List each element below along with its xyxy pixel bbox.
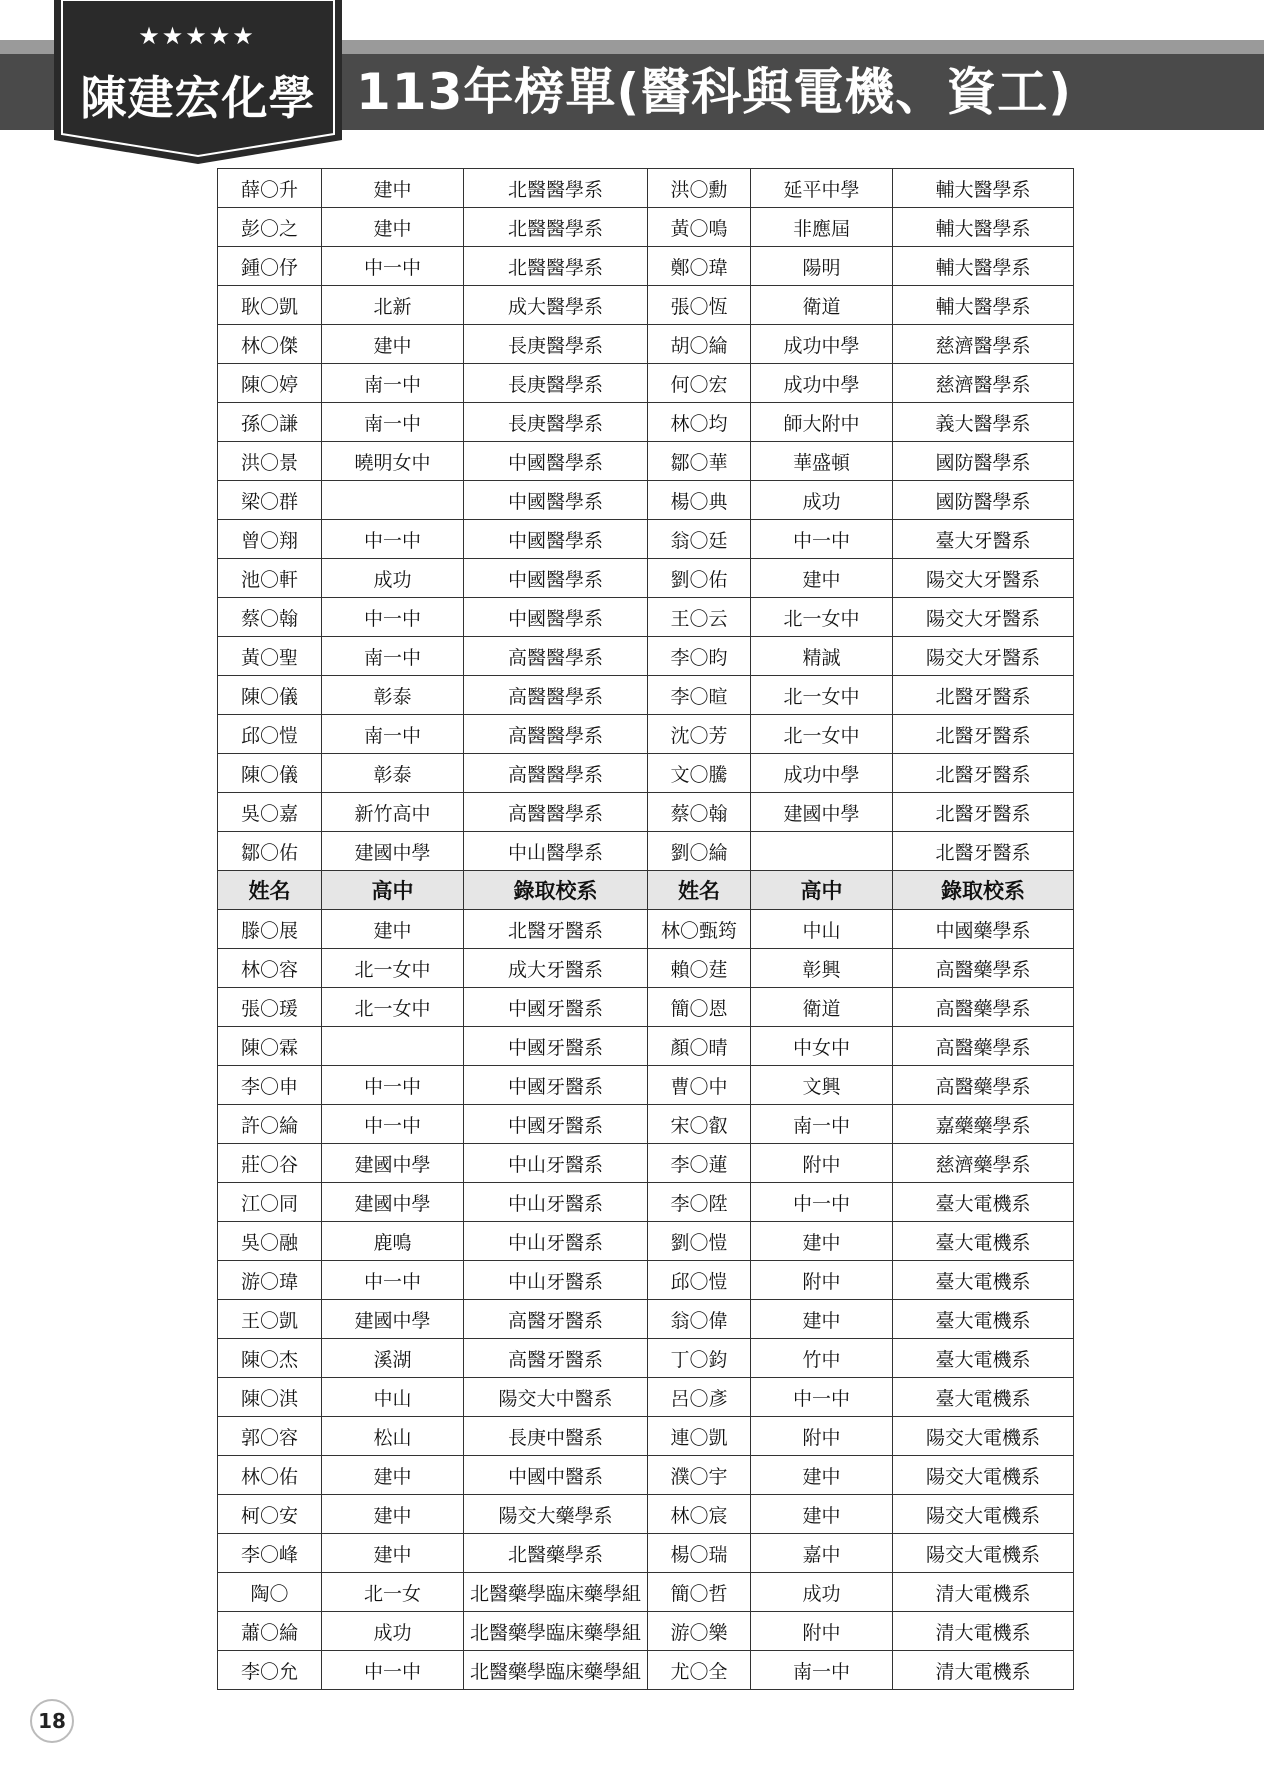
high-school	[322, 481, 464, 520]
admitted-dept: 清大電機系	[893, 1651, 1074, 1690]
student-name: 王〇云	[648, 598, 751, 637]
student-name: 林〇宸	[648, 1495, 751, 1534]
student-name: 陳〇霖	[218, 1027, 322, 1066]
high-school: 附中	[751, 1417, 893, 1456]
admitted-dept: 陽交大電機系	[893, 1495, 1074, 1534]
high-school: 中一中	[322, 247, 464, 286]
student-name: 林〇甄筠	[648, 910, 751, 949]
high-school: 建中	[751, 1300, 893, 1339]
student-name: 連〇凱	[648, 1417, 751, 1456]
admitted-dept: 慈濟醫學系	[893, 364, 1074, 403]
admitted-dept: 北醫醫學系	[464, 247, 648, 286]
admitted-dept: 陽交大中醫系	[464, 1378, 648, 1417]
student-name: 李〇蓮	[648, 1144, 751, 1183]
table-row	[218, 442, 1074, 481]
student-name: 陳〇儀	[218, 676, 322, 715]
student-name: 陳〇杰	[218, 1339, 322, 1378]
student-name: 洪〇勳	[648, 169, 751, 208]
student-name: 陳〇儀	[218, 754, 322, 793]
table-row	[218, 637, 1074, 676]
student-name: 江〇同	[218, 1183, 322, 1222]
student-name: 邱〇愷	[218, 715, 322, 754]
student-name: 池〇軒	[218, 559, 322, 598]
student-name: 蔡〇翰	[218, 598, 322, 637]
admitted-dept: 中國醫學系	[464, 598, 648, 637]
high-school: 文興	[751, 1066, 893, 1105]
admitted-dept: 北醫牙醫系	[464, 910, 648, 949]
admitted-dept: 國防醫學系	[893, 442, 1074, 481]
column-header: 錄取校系	[893, 871, 1074, 910]
admitted-dept: 輔大醫學系	[893, 286, 1074, 325]
high-school: 附中	[751, 1261, 893, 1300]
table-row	[218, 520, 1074, 559]
student-name: 鄒〇華	[648, 442, 751, 481]
student-name: 曾〇翔	[218, 520, 322, 559]
student-name: 游〇瑋	[218, 1261, 322, 1300]
high-school: 中一中	[322, 1261, 464, 1300]
admitted-dept: 義大醫學系	[893, 403, 1074, 442]
student-name: 吳〇融	[218, 1222, 322, 1261]
admitted-dept: 高醫醫學系	[464, 637, 648, 676]
admitted-dept: 中山牙醫系	[464, 1183, 648, 1222]
admitted-dept: 中國牙醫系	[464, 1105, 648, 1144]
table-row	[218, 598, 1074, 637]
admitted-dept: 嘉藥藥學系	[893, 1105, 1074, 1144]
high-school: 中一中	[322, 1651, 464, 1690]
high-school: 建中	[322, 910, 464, 949]
high-school: 北新	[322, 286, 464, 325]
admitted-dept: 中國醫學系	[464, 481, 648, 520]
badge-stars: ★★★★★	[138, 22, 256, 50]
page-title: 113年榜單(醫科與電機、資工)	[356, 63, 1073, 121]
admitted-dept: 高醫醫學系	[464, 754, 648, 793]
table-row	[218, 715, 1074, 754]
admitted-dept: 北醫藥學臨床藥學組	[464, 1573, 648, 1612]
student-name: 楊〇瑞	[648, 1534, 751, 1573]
high-school: 建國中學	[322, 1300, 464, 1339]
admitted-dept: 慈濟醫學系	[893, 325, 1074, 364]
student-name: 尤〇全	[648, 1651, 751, 1690]
table-row	[218, 1066, 1074, 1105]
column-header: 高中	[322, 871, 464, 910]
high-school: 建中	[751, 1456, 893, 1495]
high-school: 建國中學	[322, 1144, 464, 1183]
high-school: 成功	[322, 559, 464, 598]
high-school: 南一中	[751, 1651, 893, 1690]
student-name: 鍾〇伃	[218, 247, 322, 286]
admitted-dept: 陽交大電機系	[893, 1456, 1074, 1495]
student-name: 許〇綸	[218, 1105, 322, 1144]
student-name: 莊〇谷	[218, 1144, 322, 1183]
table-row	[218, 286, 1074, 325]
table-row	[218, 364, 1074, 403]
column-header: 高中	[751, 871, 893, 910]
student-name: 顏〇晴	[648, 1027, 751, 1066]
admitted-dept: 輔大醫學系	[893, 247, 1074, 286]
high-school: 新竹高中	[322, 793, 464, 832]
student-name: 宋〇叡	[648, 1105, 751, 1144]
high-school	[751, 832, 893, 871]
results-table-body	[218, 169, 1074, 1690]
high-school: 中女中	[751, 1027, 893, 1066]
high-school: 建中	[322, 1456, 464, 1495]
student-name: 黃〇鳴	[648, 208, 751, 247]
high-school: 中一中	[322, 598, 464, 637]
admitted-dept: 高醫牙醫系	[464, 1339, 648, 1378]
student-name: 翁〇偉	[648, 1300, 751, 1339]
high-school: 建中	[322, 1534, 464, 1573]
table-row	[218, 949, 1074, 988]
admitted-dept: 中國中醫系	[464, 1456, 648, 1495]
high-school: 衛道	[751, 988, 893, 1027]
admitted-dept: 高醫藥學系	[893, 949, 1074, 988]
student-name: 林〇傑	[218, 325, 322, 364]
student-name: 張〇恆	[648, 286, 751, 325]
table-row	[218, 1144, 1074, 1183]
column-header: 錄取校系	[464, 871, 648, 910]
high-school: 建國中學	[322, 832, 464, 871]
high-school: 成功中學	[751, 364, 893, 403]
student-name: 張〇瑗	[218, 988, 322, 1027]
high-school: 華盛頓	[751, 442, 893, 481]
admitted-dept: 北醫藥學臨床藥學組	[464, 1651, 648, 1690]
admitted-dept: 長庚醫學系	[464, 403, 648, 442]
admitted-dept: 國防醫學系	[893, 481, 1074, 520]
high-school: 建中	[751, 1495, 893, 1534]
table-row	[218, 1417, 1074, 1456]
high-school: 北一女中	[751, 598, 893, 637]
student-name: 文〇騰	[648, 754, 751, 793]
student-name: 翁〇廷	[648, 520, 751, 559]
high-school: 南一中	[751, 1105, 893, 1144]
admitted-dept: 中山牙醫系	[464, 1222, 648, 1261]
high-school: 南一中	[322, 403, 464, 442]
high-school: 成功	[322, 1612, 464, 1651]
admitted-dept: 中國牙醫系	[464, 988, 648, 1027]
admitted-dept: 高醫藥學系	[893, 1066, 1074, 1105]
column-header: 姓名	[218, 871, 322, 910]
high-school: 附中	[751, 1144, 893, 1183]
table-row	[218, 1456, 1074, 1495]
admitted-dept: 長庚醫學系	[464, 325, 648, 364]
high-school: 彰興	[751, 949, 893, 988]
admitted-dept: 中國醫學系	[464, 442, 648, 481]
admitted-dept: 北醫藥學臨床藥學組	[464, 1612, 648, 1651]
high-school: 曉明女中	[322, 442, 464, 481]
high-school: 建中	[751, 559, 893, 598]
student-name: 陳〇淇	[218, 1378, 322, 1417]
table-row	[218, 754, 1074, 793]
student-name: 李〇暄	[648, 676, 751, 715]
student-name: 蔡〇翰	[648, 793, 751, 832]
high-school: 溪湖	[322, 1339, 464, 1378]
high-school: 成功中學	[751, 325, 893, 364]
admitted-dept: 北醫牙醫系	[893, 832, 1074, 871]
admitted-dept: 臺大牙醫系	[893, 520, 1074, 559]
student-name: 李〇允	[218, 1651, 322, 1690]
admitted-dept: 高醫藥學系	[893, 1027, 1074, 1066]
high-school: 彰泰	[322, 676, 464, 715]
high-school: 北一女	[322, 1573, 464, 1612]
high-school: 中一中	[751, 520, 893, 559]
high-school: 精誠	[751, 637, 893, 676]
student-name: 梁〇群	[218, 481, 322, 520]
results-table	[217, 168, 1074, 1690]
student-name: 陳〇婷	[218, 364, 322, 403]
admitted-dept: 中國醫學系	[464, 559, 648, 598]
student-name: 呂〇彥	[648, 1378, 751, 1417]
student-name: 劉〇愷	[648, 1222, 751, 1261]
student-name: 何〇宏	[648, 364, 751, 403]
student-name: 孫〇謙	[218, 403, 322, 442]
admitted-dept: 陽交大牙醫系	[893, 559, 1074, 598]
high-school: 鹿鳴	[322, 1222, 464, 1261]
admitted-dept: 成大牙醫系	[464, 949, 648, 988]
table-row	[218, 1105, 1074, 1144]
high-school: 衛道	[751, 286, 893, 325]
admitted-dept: 臺大電機系	[893, 1339, 1074, 1378]
student-name: 李〇峰	[218, 1534, 322, 1573]
student-name: 劉〇綸	[648, 832, 751, 871]
admitted-dept: 中國牙醫系	[464, 1066, 648, 1105]
high-school	[322, 1027, 464, 1066]
admitted-dept: 臺大電機系	[893, 1261, 1074, 1300]
admitted-dept: 臺大電機系	[893, 1183, 1074, 1222]
admitted-dept: 中國牙醫系	[464, 1027, 648, 1066]
student-name: 鄒〇佑	[218, 832, 322, 871]
student-name: 李〇申	[218, 1066, 322, 1105]
student-name: 陶〇	[218, 1573, 322, 1612]
high-school: 建中	[751, 1222, 893, 1261]
table-row	[218, 559, 1074, 598]
admitted-dept: 陽交大電機系	[893, 1417, 1074, 1456]
student-name: 濮〇宇	[648, 1456, 751, 1495]
table-row	[218, 481, 1074, 520]
student-name: 邱〇愷	[648, 1261, 751, 1300]
student-name: 黃〇聖	[218, 637, 322, 676]
admitted-dept: 北醫牙醫系	[893, 715, 1074, 754]
admitted-dept: 陽交大電機系	[893, 1534, 1074, 1573]
table-row	[218, 1573, 1074, 1612]
high-school: 中山	[322, 1378, 464, 1417]
high-school: 中一中	[751, 1378, 893, 1417]
student-name: 滕〇展	[218, 910, 322, 949]
table-row	[218, 1651, 1074, 1690]
table-row	[218, 325, 1074, 364]
admitted-dept: 高醫醫學系	[464, 793, 648, 832]
admitted-dept: 臺大電機系	[893, 1378, 1074, 1417]
student-name: 曹〇中	[648, 1066, 751, 1105]
table-row	[218, 676, 1074, 715]
student-name: 林〇佑	[218, 1456, 322, 1495]
high-school: 南一中	[322, 637, 464, 676]
high-school: 中一中	[322, 1066, 464, 1105]
high-school: 陽明	[751, 247, 893, 286]
table-row	[218, 247, 1074, 286]
student-name: 林〇容	[218, 949, 322, 988]
student-name: 薛〇升	[218, 169, 322, 208]
admitted-dept: 高醫藥學系	[893, 988, 1074, 1027]
student-name: 李〇陞	[648, 1183, 751, 1222]
admitted-dept: 高醫牙醫系	[464, 1300, 648, 1339]
high-school: 建中	[322, 1495, 464, 1534]
high-school: 成功	[751, 481, 893, 520]
column-header: 姓名	[648, 871, 751, 910]
badge-name: 陳建宏化學	[80, 71, 316, 125]
admitted-dept: 慈濟藥學系	[893, 1144, 1074, 1183]
high-school: 中一中	[322, 1105, 464, 1144]
admitted-dept: 長庚醫學系	[464, 364, 648, 403]
admitted-dept: 高醫醫學系	[464, 676, 648, 715]
table-row	[218, 403, 1074, 442]
table-row	[218, 1261, 1074, 1300]
brand-badge	[54, 0, 342, 164]
admitted-dept: 臺大電機系	[893, 1300, 1074, 1339]
admitted-dept: 中山醫學系	[464, 832, 648, 871]
high-school: 成功中學	[751, 754, 893, 793]
admitted-dept: 北醫牙醫系	[893, 676, 1074, 715]
admitted-dept: 北醫牙醫系	[893, 793, 1074, 832]
student-name: 李〇昀	[648, 637, 751, 676]
admitted-dept: 高醫醫學系	[464, 715, 648, 754]
admitted-dept: 中國醫學系	[464, 520, 648, 559]
admitted-dept: 中山牙醫系	[464, 1144, 648, 1183]
page-number: 18	[30, 1699, 74, 1743]
admitted-dept: 成大醫學系	[464, 286, 648, 325]
high-school: 建中	[322, 169, 464, 208]
high-school: 中山	[751, 910, 893, 949]
student-name: 吳〇嘉	[218, 793, 322, 832]
high-school: 非應屆	[751, 208, 893, 247]
high-school: 建中	[322, 325, 464, 364]
student-name: 洪〇景	[218, 442, 322, 481]
table-row	[218, 1612, 1074, 1651]
table-row	[218, 208, 1074, 247]
admitted-dept: 中國藥學系	[893, 910, 1074, 949]
high-school: 建國中學	[322, 1183, 464, 1222]
admitted-dept: 臺大電機系	[893, 1222, 1074, 1261]
table-row	[218, 1183, 1074, 1222]
student-name: 柯〇安	[218, 1495, 322, 1534]
high-school: 附中	[751, 1612, 893, 1651]
admitted-dept: 中山牙醫系	[464, 1261, 648, 1300]
student-name: 劉〇佑	[648, 559, 751, 598]
admitted-dept: 北醫醫學系	[464, 169, 648, 208]
high-school: 北一女中	[322, 949, 464, 988]
student-name: 簡〇哲	[648, 1573, 751, 1612]
high-school: 中一中	[322, 520, 464, 559]
admitted-dept: 輔大醫學系	[893, 208, 1074, 247]
table-row	[218, 1300, 1074, 1339]
admitted-dept: 陽交大牙醫系	[893, 637, 1074, 676]
high-school: 北一女中	[322, 988, 464, 1027]
high-school: 建中	[322, 208, 464, 247]
high-school: 中一中	[751, 1183, 893, 1222]
table-header-row	[218, 871, 1074, 910]
high-school: 南一中	[322, 364, 464, 403]
student-name: 林〇均	[648, 403, 751, 442]
high-school: 建國中學	[751, 793, 893, 832]
table-row	[218, 1339, 1074, 1378]
table-row	[218, 1027, 1074, 1066]
table-row	[218, 1534, 1074, 1573]
table-row	[218, 793, 1074, 832]
student-name: 胡〇綸	[648, 325, 751, 364]
student-name: 沈〇芳	[648, 715, 751, 754]
table-row	[218, 1378, 1074, 1417]
student-name: 王〇凱	[218, 1300, 322, 1339]
admitted-dept: 長庚中醫系	[464, 1417, 648, 1456]
results-table-wrap	[217, 168, 1073, 1690]
admitted-dept: 北醫藥學系	[464, 1534, 648, 1573]
table-row	[218, 910, 1074, 949]
table-row	[218, 1222, 1074, 1261]
high-school: 南一中	[322, 715, 464, 754]
table-row	[218, 1495, 1074, 1534]
table-row	[218, 988, 1074, 1027]
high-school: 成功	[751, 1573, 893, 1612]
student-name: 簡〇恩	[648, 988, 751, 1027]
student-name: 鄭〇瑋	[648, 247, 751, 286]
high-school: 北一女中	[751, 676, 893, 715]
high-school: 北一女中	[751, 715, 893, 754]
admitted-dept: 清大電機系	[893, 1573, 1074, 1612]
high-school: 彰泰	[322, 754, 464, 793]
student-name: 丁〇鈞	[648, 1339, 751, 1378]
high-school: 嘉中	[751, 1534, 893, 1573]
high-school: 松山	[322, 1417, 464, 1456]
student-name: 耿〇凱	[218, 286, 322, 325]
admitted-dept: 清大電機系	[893, 1612, 1074, 1651]
student-name: 蕭〇綸	[218, 1612, 322, 1651]
student-name: 郭〇容	[218, 1417, 322, 1456]
high-school: 延平中學	[751, 169, 893, 208]
student-name: 游〇樂	[648, 1612, 751, 1651]
table-row	[218, 169, 1074, 208]
admitted-dept: 北醫牙醫系	[893, 754, 1074, 793]
student-name: 賴〇莛	[648, 949, 751, 988]
admitted-dept: 陽交大牙醫系	[893, 598, 1074, 637]
admitted-dept: 北醫醫學系	[464, 208, 648, 247]
student-name: 楊〇典	[648, 481, 751, 520]
high-school: 師大附中	[751, 403, 893, 442]
high-school: 竹中	[751, 1339, 893, 1378]
table-row	[218, 832, 1074, 871]
admitted-dept: 陽交大藥學系	[464, 1495, 648, 1534]
student-name: 彭〇之	[218, 208, 322, 247]
admitted-dept: 輔大醫學系	[893, 169, 1074, 208]
